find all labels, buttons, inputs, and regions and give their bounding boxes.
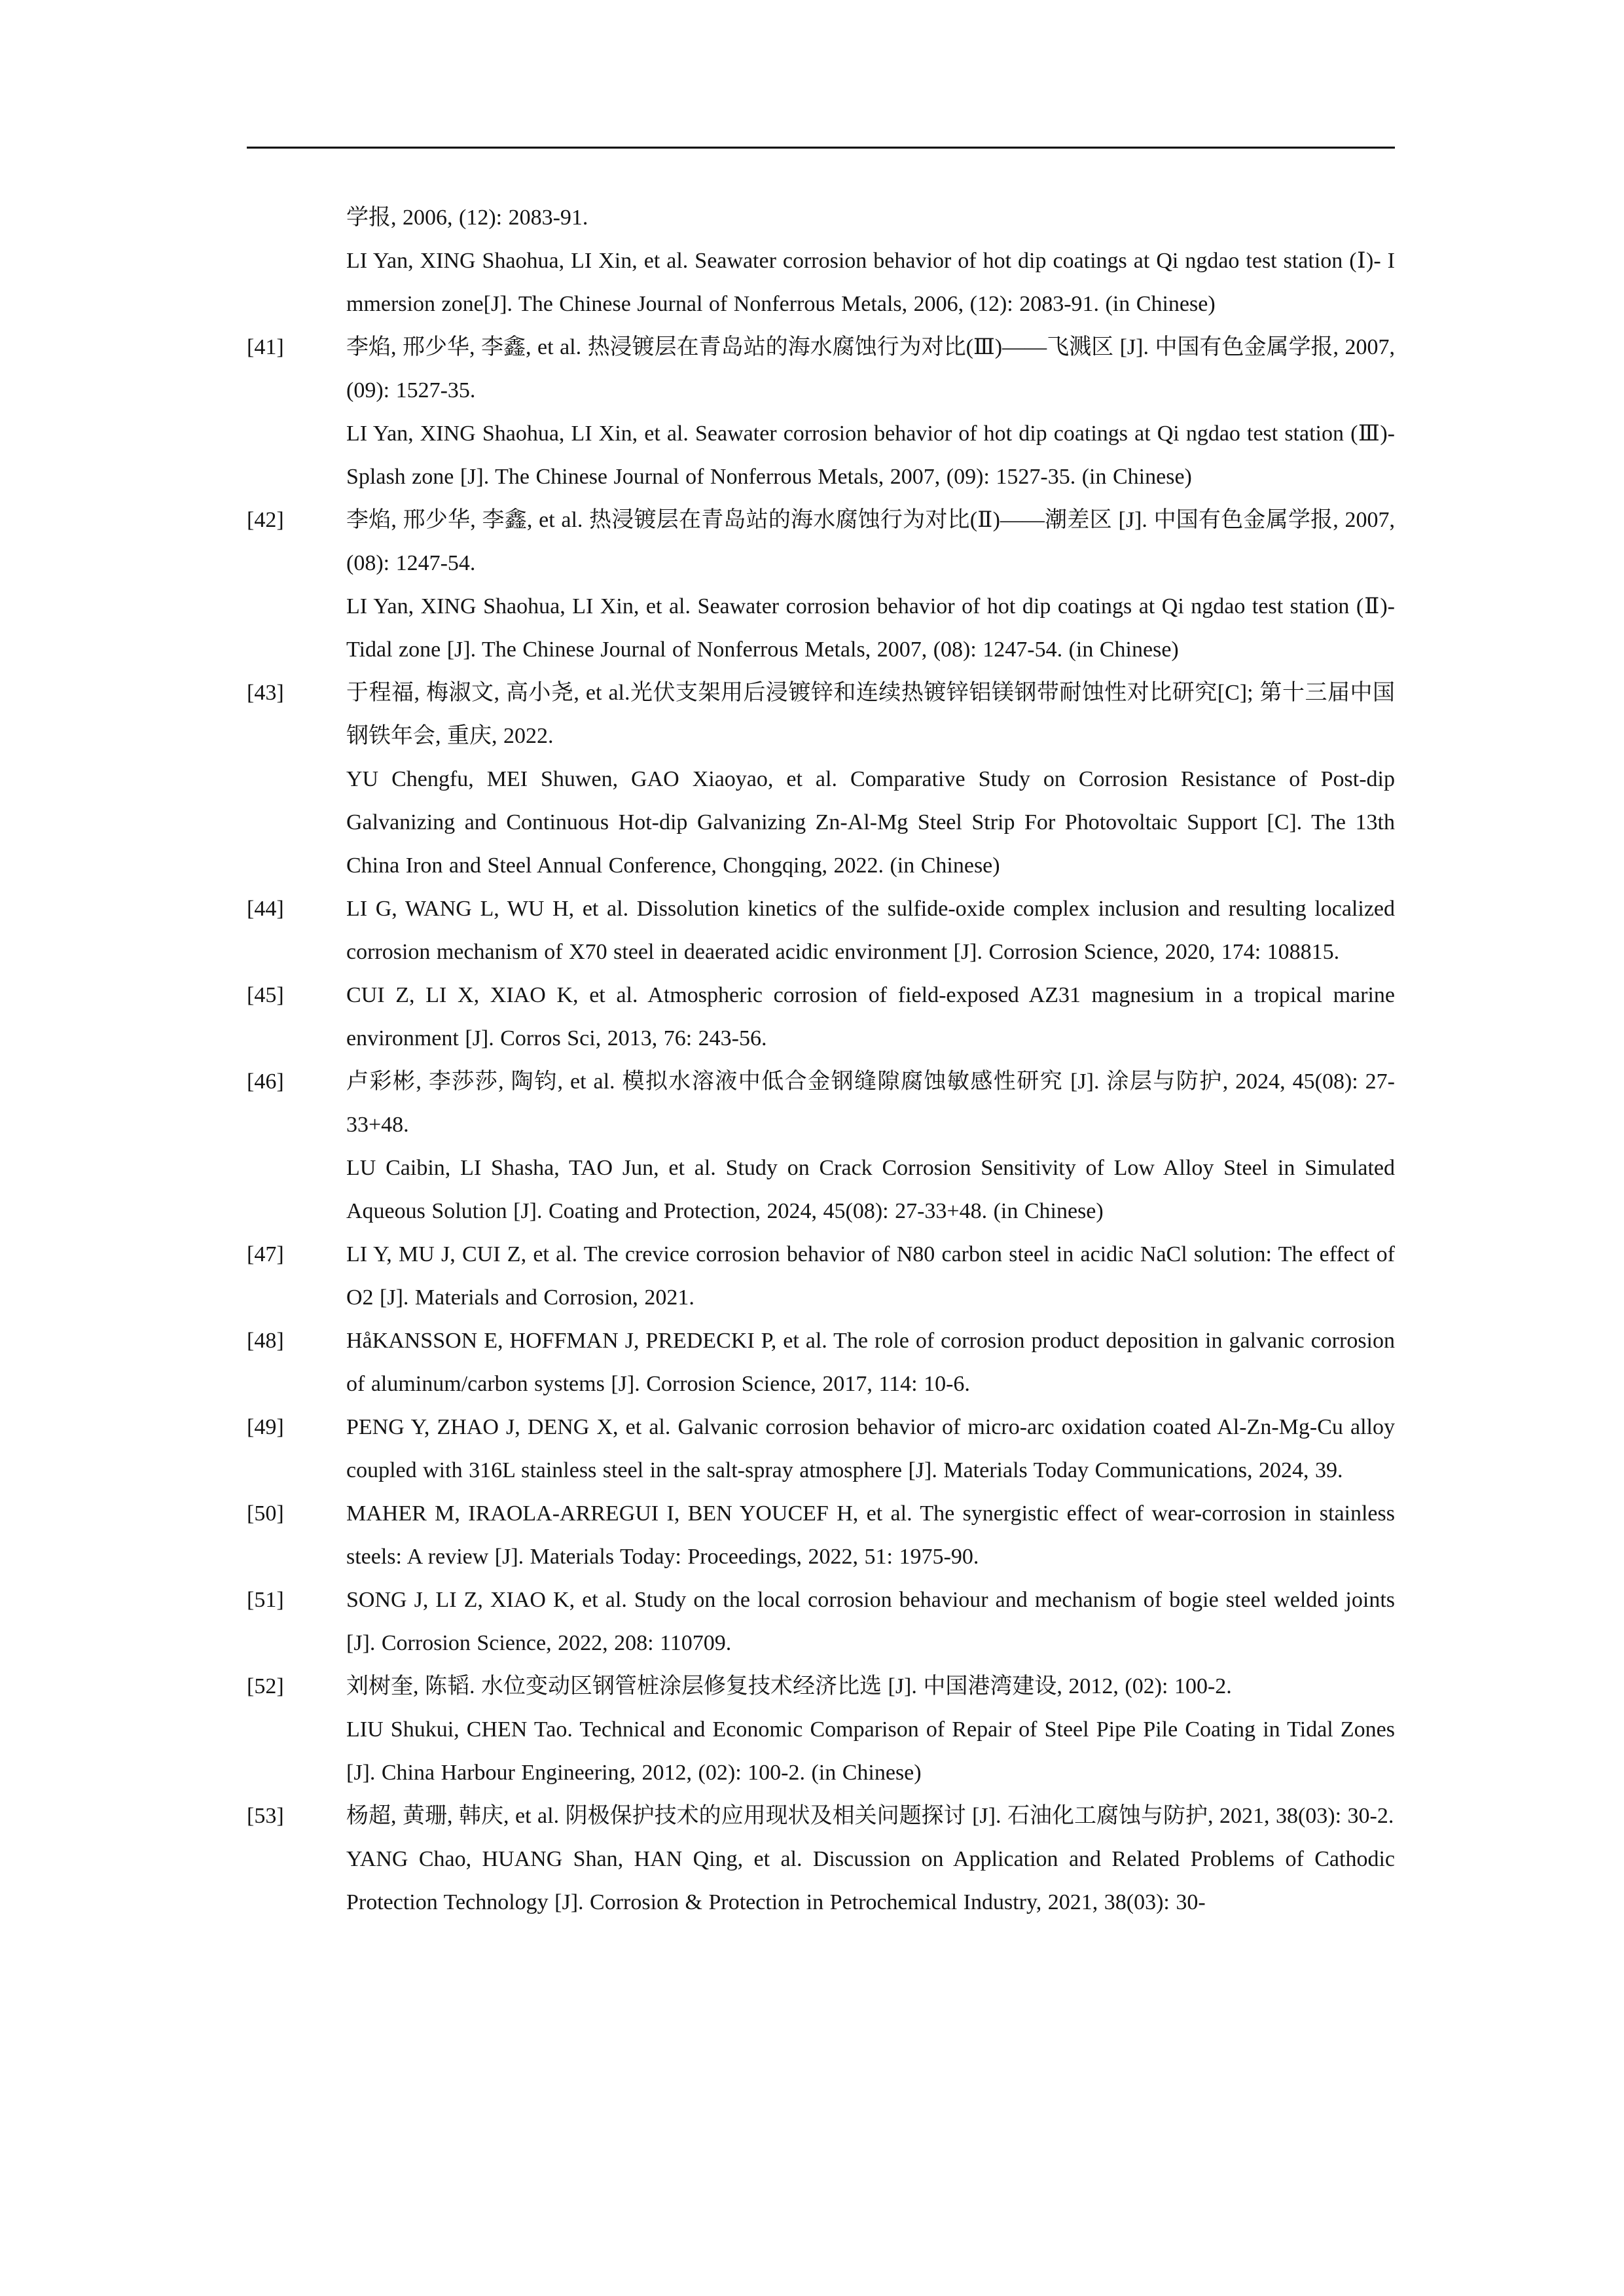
reference-paragraph: CUI Z, LI X, XIAO K, et al. Atmospheric corrosion of field-exposed AZ31 magnesium in a tropical marine environment [J]. Corros Sci, 2013, 76: 243-56. <box>346 983 1395 1050</box>
reference-item-53 <box>247 1795 1395 1924</box>
reference-item-40-continued <box>247 196 1395 326</box>
reference-translation: YU Chengfu, MEI Shuwen, GAO Xiaoyao, et al. Comparative Study on Corrosion Resistance of Post-dip Galvanizing and Continuous Hot-dip Galvanizing Zn-Al-Mg Steel Strip For Photovoltaic Support [C]. The 13th China Iron and Steel Annual Conference, Chongqing, 2022. (in Chinese) <box>346 767 1395 878</box>
reference-paragraph: HåKANSSON E, HOFFMAN J, PREDECKI P, et al. The role of corrosion product deposition in galvanic corrosion of aluminum/carbon systems [J]. Corrosion Science, 2017, 114: 10-6. <box>346 1329 1395 1396</box>
reference-translation: LI Yan, XING Shaohua, LI Xin, et al. Seawater corrosion behavior of hot dip coatings at Qi ngdao test station (Ⅰ)- I mmersion zone[J]. The Chinese Journal of Nonferrous Metals, 2006, (12): 2083-91. (in Chinese) <box>346 249 1395 316</box>
reference-item-43 <box>247 672 1395 888</box>
reference-body <box>346 1665 1395 1795</box>
reference-paragraph: 李焰, 邢少华, 李鑫, et al. 热浸镀层在青岛站的海水腐蚀行为对比(Ⅲ)——飞溅区 [J]. 中国有色金属学报, 2007, (09): 1527-35. <box>346 335 1395 403</box>
reference-body <box>346 1406 1395 1492</box>
reference-paragraph: SONG J, LI Z, XIAO K, et al. Study on the local corrosion behaviour and mechanism of bogie steel welded joints [J]. Corrosion Science, 2022, 208: 110709. <box>346 1588 1395 1655</box>
reference-item-47 <box>247 1233 1395 1319</box>
reference-paragraph: 李焰, 邢少华, 李鑫, et al. 热浸镀层在青岛站的海水腐蚀行为对比(Ⅱ)——潮差区 [J]. 中国有色金属学报, 2007, (08): 1247-54. <box>346 508 1395 575</box>
reference-item-51 <box>247 1579 1395 1665</box>
reference-translation: LIU Shukui, CHEN Tao. Technical and Economic Comparison of Repair of Steel Pipe Pile Coating in Tidal Zones [J]. China Harbour Engineering, 2012, (02): 100-2. (in Chinese) <box>346 1717 1395 1785</box>
reference-number: [48] <box>247 1329 284 1353</box>
reference-paragraph: LI Y, MU J, CUI Z, et al. The crevice corrosion behavior of N80 carbon steel in acidic NaCl solution: The effect of O2 [J]. Materials and Corrosion, 2021. <box>346 1242 1395 1310</box>
reference-body <box>346 1579 1395 1665</box>
reference-item-45 <box>247 974 1395 1060</box>
reference-number: [45] <box>247 983 284 1007</box>
reference-number: [46] <box>247 1069 284 1094</box>
reference-body <box>346 974 1395 1060</box>
reference-paragraph: MAHER M, IRAOLA-ARREGUI I, BEN YOUCEF H, et al. The synergistic effect of wear-corrosion in stainless steels: A review [J]. Materials Today: Proceedings, 2022, 51: 1975-90. <box>346 1501 1395 1569</box>
reference-paragraph: LI G, WANG L, WU H, et al. Dissolution kinetics of the sulfide-oxide complex inclusion and resulting localized corrosion mechanism of X70 steel in deaerated acidic environment [J]. Corrosion Science, 2020, 174: 108815. <box>346 897 1395 964</box>
reference-number: [52] <box>247 1674 284 1698</box>
reference-item-48 <box>247 1319 1395 1406</box>
reference-item-46 <box>247 1060 1395 1233</box>
reference-item-49 <box>247 1406 1395 1492</box>
reference-paragraph: 刘树奎, 陈韬. 水位变动区钢管桩涂层修复技术经济比选 [J]. 中国港湾建设, 2012, (02): 100-2. <box>346 1674 1232 1698</box>
reference-number: [42] <box>247 508 284 532</box>
reference-body <box>346 888 1395 974</box>
reference-translation: LI Yan, XING Shaohua, LI Xin, et al. Seawater corrosion behavior of hot dip coatings at Qi ngdao test station (Ⅱ)- Tidal zone [J]. The Chinese Journal of Nonferrous Metals, 2007, (08): 1247-54. (in Chinese) <box>346 594 1395 662</box>
reference-number: [47] <box>247 1242 284 1266</box>
reference-body <box>346 499 1395 672</box>
reference-body <box>346 1795 1395 1924</box>
reference-list <box>247 196 1395 1924</box>
reference-number: [49] <box>247 1415 284 1439</box>
reference-translation: LU Caibin, LI Shasha, TAO Jun, et al. Study on Crack Corrosion Sensitivity of Low Alloy Steel in Simulated Aqueous Solution [J]. Coating and Protection, 2024, 45(08): 27-33+48. (in Chinese) <box>346 1156 1395 1223</box>
reference-paragraph: 杨超, 黄珊, 韩庆, et al. 阴极保护技术的应用现状及相关问题探讨 [J]. 石油化工腐蚀与防护, 2021, 38(03): 30-2. <box>346 1804 1394 1828</box>
reference-paragraph: PENG Y, ZHAO J, DENG X, et al. Galvanic corrosion behavior of micro-arc oxidation coated Al-Zn-Mg-Cu alloy coupled with 316L stainless steel in the salt-spray atmosphere [J]. Materials Today Communications, 2024, 39. <box>346 1415 1395 1482</box>
reference-item-41 <box>247 326 1395 499</box>
reference-item-52 <box>247 1665 1395 1795</box>
reference-number: [41] <box>247 335 284 359</box>
reference-body <box>346 1233 1395 1319</box>
reference-item-42 <box>247 499 1395 672</box>
reference-number: [50] <box>247 1501 284 1526</box>
reference-translation: LI Yan, XING Shaohua, LI Xin, et al. Seawater corrosion behavior of hot dip coatings at Qi ngdao test station (Ⅲ)- Splash zone [J]. The Chinese Journal of Nonferrous Metals, 2007, (09): 1527-35. (in Chinese) <box>346 422 1395 489</box>
reference-body <box>346 196 1395 326</box>
reference-number: [43] <box>247 681 284 705</box>
reference-body <box>346 1319 1395 1406</box>
reference-number: [53] <box>247 1804 284 1828</box>
reference-item-44 <box>247 888 1395 974</box>
reference-body <box>346 326 1395 499</box>
reference-body <box>346 1060 1395 1233</box>
reference-body <box>346 672 1395 888</box>
reference-body <box>346 1492 1395 1579</box>
reference-paragraph: 于程福, 梅淑文, 高小尧, et al.光伏支架用后浸镀锌和连续热镀锌铝镁钢带耐蚀性对比研究[C]; 第十三届中国钢铁年会, 重庆, 2022. <box>346 681 1395 748</box>
header-rule <box>247 147 1395 149</box>
reference-translation: YANG Chao, HUANG Shan, HAN Qing, et al. Discussion on Application and Related Problems of Cathodic Protection Technology [J]. Corrosion & Protection in Petrochemical Industry, 2021, 38(03): 30- <box>346 1847 1395 1914</box>
reference-paragraph: 学报, 2006, (12): 2083-91. <box>346 206 588 230</box>
reference-item-50 <box>247 1492 1395 1579</box>
reference-number: [44] <box>247 897 284 921</box>
reference-paragraph: 卢彩彬, 李莎莎, 陶钧, et al. 模拟水溶液中低合金钢缝隙腐蚀敏感性研究 [J]. 涂层与防护, 2024, 45(08): 27-33+48. <box>346 1069 1395 1137</box>
reference-number: [51] <box>247 1588 284 1612</box>
